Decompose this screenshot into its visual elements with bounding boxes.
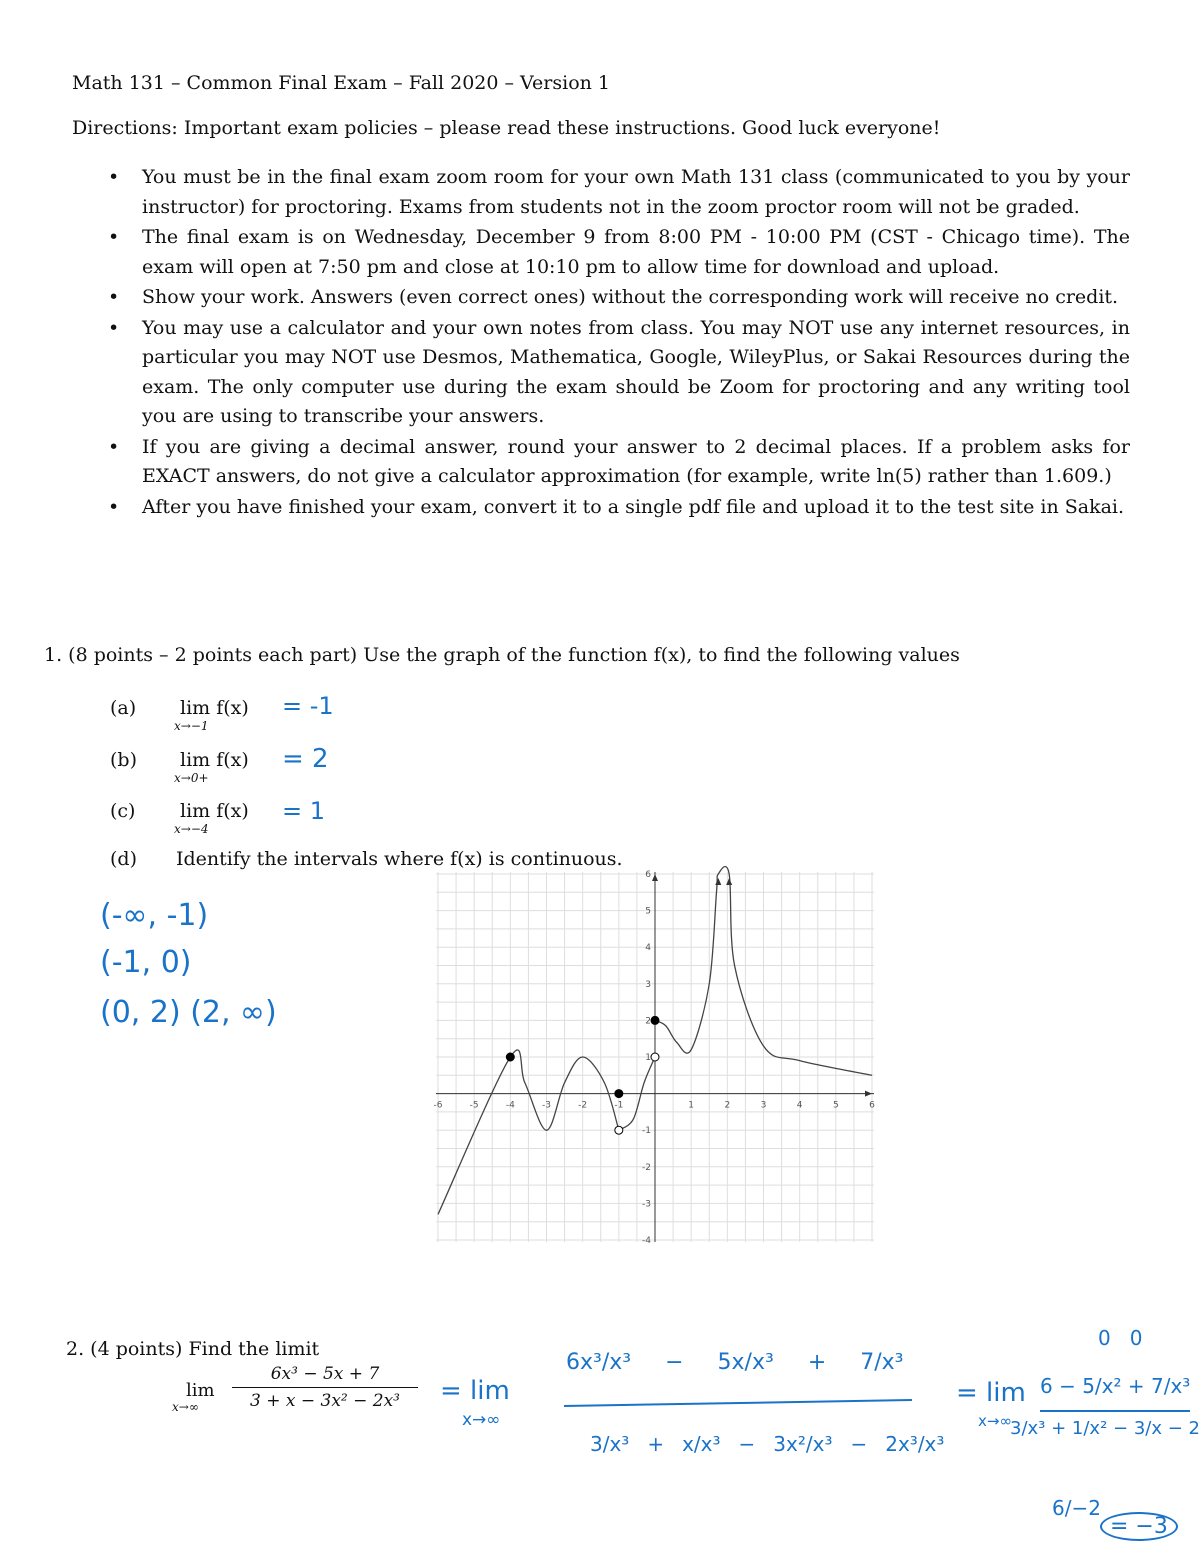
work-simplified-bar — [1040, 1410, 1190, 1412]
open-point — [651, 1053, 659, 1061]
part-a-subscript: x→−1 — [174, 719, 209, 733]
rules-list — [100, 163, 1130, 523]
x-tick-label: 4 — [796, 1100, 803, 1111]
work-term: 2x³/x³ — [885, 1432, 945, 1456]
part-c-subscript: x→−4 — [174, 822, 209, 836]
work-fraction-bar — [564, 1399, 912, 1407]
work-result — [1100, 1512, 1178, 1541]
work-term: 3/x³ — [590, 1432, 630, 1456]
part-b-limit: lim f(x) — [180, 749, 249, 771]
part-d-text: Identify the intervals where f(x) is continuous. — [176, 848, 623, 870]
work-zeros: 0 0 — [1098, 1326, 1143, 1350]
part-c-answer: = 1 — [282, 797, 326, 825]
q2-numerator: 6x³ − 5x + 7 — [270, 1364, 380, 1384]
question-1-prompt: 1. (8 points – 2 points each part) Use the graph of the function f(x), to find the following values — [44, 644, 960, 666]
bullet-icon: • — [108, 495, 120, 518]
work-numerator — [566, 1350, 904, 1375]
handwritten-interval: (-∞, -1) — [100, 898, 209, 933]
closed-point — [506, 1053, 514, 1061]
bullet-icon: • — [108, 286, 120, 308]
q2-fraction-bar — [232, 1387, 418, 1388]
x-tick-label: -1 — [614, 1100, 624, 1111]
closed-point — [615, 1090, 623, 1098]
y-tick-label: 2 — [645, 1016, 651, 1027]
work-term: 6x³/x³ — [566, 1350, 632, 1375]
bullet-icon: • — [108, 166, 120, 188]
work-term: 7/x³ — [860, 1350, 904, 1375]
exam-title: Math 131 – Common Final Exam – Fall 2020 – Version 1 — [72, 72, 610, 94]
x-tick-label: -4 — [505, 1100, 515, 1111]
part-c-label: (c) — [110, 800, 136, 822]
exam-directions: Directions: Important exam policies – please read these instructions. Good luck everyone! — [72, 117, 941, 139]
q2-lim: lim — [186, 1380, 215, 1401]
bullet-icon: • — [108, 226, 120, 248]
x-tick-label: 2 — [724, 1100, 731, 1111]
rule-item: • After you have finished your exam, convert it to a single pdf file and upload it to the test site in Sakai. — [100, 493, 1130, 523]
bullet-icon: • — [108, 435, 120, 458]
part-b-answer: = 2 — [282, 744, 329, 774]
work-eq1-sub: x→∞ — [462, 1410, 501, 1430]
x-tick-label: 1 — [688, 1100, 695, 1111]
x-tick-label: 5 — [832, 1100, 839, 1111]
work-simplified-den: 3/x³ + 1/x² − 3/x − 2 — [1010, 1418, 1200, 1439]
y-tick-label: -1 — [642, 1126, 651, 1137]
closed-point — [651, 1016, 659, 1024]
work-op: − — [738, 1432, 756, 1456]
work-term: 3x²/x³ — [773, 1432, 833, 1456]
y-tick-label: 5 — [645, 906, 651, 917]
x-tick-label: -3 — [542, 1100, 551, 1111]
handwritten-interval: (0, 2) (2, ∞) — [100, 995, 277, 1030]
part-c-limit: lim f(x) — [180, 800, 249, 822]
work-op: − — [850, 1432, 868, 1456]
q2-lim-subscript: x→∞ — [172, 1400, 199, 1414]
result-circle: = −3 — [1100, 1512, 1178, 1541]
rule-item: • If you are giving a decimal answer, round your answer to 2 decimal places. If a problem asks for EXACT answers, do not give a calculator approximation (for example, write ln(5) rather than 1.609.) — [100, 433, 1130, 492]
work-denominator — [590, 1432, 944, 1456]
work-simplified-num: 6 − 5/x² + 7/x³ — [1040, 1374, 1191, 1398]
handwritten-interval: (-1, 0) — [100, 945, 192, 980]
x-tick-label: -6 — [433, 1100, 443, 1111]
rule-item: • You must be in the final exam zoom room for your own Math 131 class (communicated to you by your instructor) for proctoring. Exams from students not in the zoom proctor room will not be graded. — [100, 163, 1130, 222]
y-tick-label: 3 — [645, 979, 651, 990]
function-graph — [433, 870, 875, 1246]
work-eq2-sub: x→∞ — [978, 1412, 1012, 1430]
y-tick-label: 4 — [645, 943, 651, 954]
part-a-limit: lim f(x) — [180, 697, 249, 719]
work-op: + — [647, 1432, 665, 1456]
x-tick-label: 6 — [869, 1100, 875, 1111]
x-tick-label: 3 — [760, 1100, 767, 1111]
work-term: x/x³ — [682, 1432, 721, 1456]
x-tick-label: -2 — [578, 1100, 588, 1111]
work-op: + — [807, 1350, 827, 1375]
rule-item: • Show your work. Answers (even correct ones) without the corresponding work will receive no credit. — [100, 283, 1130, 313]
rule-item: • The final exam is on Wednesday, December 9 from 8:00 PM - 10:00 PM (CST - Chicago time). The exam will open at 7:50 pm and close at 10:10 pm to allow time for download and upload. — [100, 223, 1130, 282]
part-b-label: (b) — [110, 749, 137, 771]
y-tick-label: -4 — [642, 1236, 651, 1246]
y-tick-label: -2 — [642, 1162, 651, 1173]
q2-denominator: 3 + x − 3x² − 2x³ — [250, 1391, 400, 1411]
work-term: 5x/x³ — [717, 1350, 774, 1375]
work-eq2: = lim — [956, 1378, 1026, 1408]
y-tick-label: 6 — [645, 870, 651, 880]
work-op: − — [665, 1350, 684, 1375]
question-2-prompt: 2. (4 points) Find the limit — [66, 1338, 320, 1360]
work-eq1: = lim — [440, 1376, 510, 1406]
open-point — [615, 1126, 623, 1134]
part-b-subscript: x→0+ — [174, 771, 209, 785]
part-a-label: (a) — [110, 697, 137, 719]
part-a-answer: = -1 — [282, 692, 334, 720]
part-d-label: (d) — [110, 848, 137, 870]
bullet-icon: • — [108, 316, 120, 339]
work-result-frac: 6/−2 — [1052, 1496, 1101, 1520]
y-tick-label: -3 — [642, 1199, 651, 1210]
q2-fraction — [232, 1364, 418, 1411]
y-tick-label: 1 — [645, 1053, 651, 1063]
x-tick-label: -5 — [469, 1100, 479, 1111]
rule-item: • You may use a calculator and your own notes from class. You may NOT use any internet resources, in particular you may NOT use Desmos, Mathematica, Google, WileyPlus, or Sakai Resources during the exam. The only computer use during the exam should be Zoom for proctoring and any writing tool you are using to transcribe your answers. — [100, 314, 1130, 432]
